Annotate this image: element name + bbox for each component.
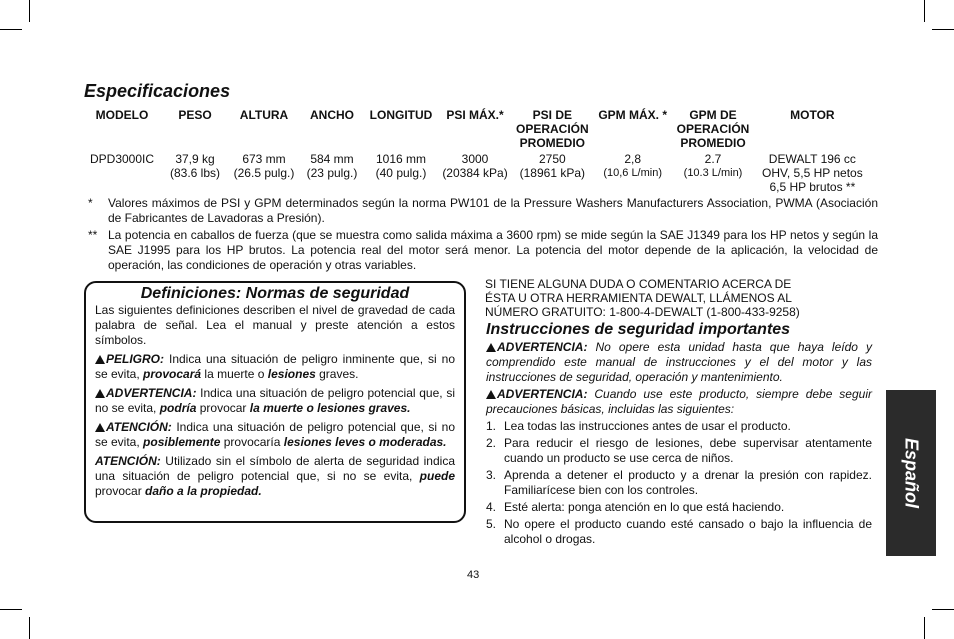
definition-emphasis: puede bbox=[419, 469, 455, 483]
definition-peligro bbox=[95, 352, 455, 382]
crop-mark bbox=[924, 0, 925, 22]
crop-mark bbox=[0, 29, 22, 30]
header-ancho: ANCHO bbox=[310, 108, 354, 122]
definition-emphasis: lesiones bbox=[267, 367, 316, 381]
item-text: Para reducir el riesgo de lesiones, debe supervisar atentamente cuando un producto se use cerca de niños. bbox=[504, 436, 872, 465]
definition-text: provocar bbox=[196, 401, 250, 415]
crop-mark bbox=[924, 617, 925, 639]
definition-emphasis: podría bbox=[159, 401, 197, 415]
spec-table bbox=[82, 108, 871, 194]
item-text: Lea todas las instrucciones antes de usar el producto. bbox=[504, 419, 791, 433]
item-text: Aprenda a detener el producto y a drenar la presión con rapidez. Familiarícese bien con los controles. bbox=[504, 468, 872, 497]
cell-line: 584 mm bbox=[310, 152, 354, 166]
crop-mark bbox=[932, 609, 954, 610]
contact-line: ÉSTA U OTRA HERRAMIENTA DEWALT, LLÁMENOS AL bbox=[485, 291, 792, 305]
signal-word: ADVERTENCIA: bbox=[497, 387, 588, 401]
contact-line: SI TIENE ALGUNA DUDA O COMENTARIO ACERCA DE bbox=[485, 277, 792, 291]
list-item bbox=[486, 436, 872, 466]
definitions-box bbox=[84, 281, 466, 523]
header-altura: ALTURA bbox=[239, 108, 289, 122]
page-number: 43 bbox=[467, 569, 480, 581]
instructions-body bbox=[486, 340, 872, 549]
warning-triangle-icon bbox=[95, 423, 105, 432]
definition-emphasis: lesiones leves o moderadas. bbox=[283, 435, 447, 449]
cell-line: 673 mm bbox=[242, 152, 286, 166]
cell-gpm-max bbox=[593, 152, 673, 194]
cell-line: (23 pulg.) bbox=[306, 166, 358, 180]
item-text: Esté alerta: ponga atención en lo que está haciendo. bbox=[504, 500, 785, 514]
cell-line: 6,5 HP brutos ** bbox=[769, 180, 856, 194]
spec-note bbox=[88, 196, 878, 226]
note-text: La potencia en caballos de fuerza (que se muestra como salida máxima a 3600 rpm) se mide según la SAE J1349 para los HP netos y según la SAE J1995 para los HP brutos. La potencia real del motor será menor. La potencia del motor depende de la aplicación, la velocidad de operación, las condiciones de operación y otras variables. bbox=[108, 228, 878, 272]
list-item bbox=[486, 468, 872, 498]
item-number: 5. bbox=[486, 517, 497, 531]
item-number: 1. bbox=[486, 419, 497, 433]
note-mark: ** bbox=[88, 228, 98, 242]
signal-word: ADVERTENCIA: bbox=[497, 340, 588, 354]
spec-notes bbox=[88, 196, 878, 275]
cell-line: DPD3000IC bbox=[89, 152, 155, 166]
item-number: 2. bbox=[486, 436, 497, 450]
definition-emphasis: la muerte o lesiones graves. bbox=[249, 401, 411, 415]
cell-psi-operacion bbox=[512, 152, 593, 194]
definition-text: graves. bbox=[315, 367, 359, 381]
header-peso: PESO bbox=[178, 108, 212, 122]
definition-text: Utilizado sin el símbolo de alerta de seguridad indica una situación de peligro potencial que, si no se evita, bbox=[95, 454, 455, 483]
signal-word: ADVERTENCIA: bbox=[106, 386, 197, 400]
header-modelo: MODELO bbox=[95, 108, 149, 122]
instructions-list bbox=[486, 419, 872, 547]
cell-line: 2750 bbox=[538, 152, 566, 166]
definition-text: Indica una situación de peligro potencial que, si no se evita, bbox=[95, 420, 455, 449]
cell-line: 3000 bbox=[461, 152, 489, 166]
definition-atencion-alert bbox=[95, 420, 455, 450]
cell-altura bbox=[228, 152, 300, 194]
crop-mark bbox=[29, 0, 30, 22]
warning-triangle-icon bbox=[486, 343, 496, 352]
cell-line: 1016 mm bbox=[375, 152, 427, 166]
cell-line: OHV, 5,5 HP netos bbox=[761, 166, 863, 180]
cell-modelo bbox=[82, 152, 162, 194]
cell-line: (83.6 lbs) bbox=[169, 166, 221, 180]
crop-mark bbox=[29, 617, 30, 639]
item-text: No opere el producto cuando esté cansado o bajo la influencia de alcohol o drogas. bbox=[504, 517, 872, 546]
cell-psi-max bbox=[438, 152, 512, 194]
warning-triangle-icon bbox=[95, 355, 105, 364]
definition-text: Indica una situación de peligro inminente que, si no se evita, bbox=[95, 352, 455, 381]
contact-info bbox=[485, 277, 845, 319]
instructions-warning bbox=[486, 340, 872, 385]
definition-emphasis: provocará bbox=[143, 367, 202, 381]
signal-word: ATENCIÓN: bbox=[106, 420, 172, 434]
spec-data-row bbox=[82, 152, 871, 194]
header-motor: MOTOR bbox=[790, 108, 835, 122]
header-gpm-operacion: GPM DE OPERACIÓN PROMEDIO bbox=[676, 108, 750, 150]
warning-triangle-icon bbox=[486, 390, 496, 399]
item-number: 3. bbox=[486, 468, 497, 482]
definition-emphasis: daño a la propiedad. bbox=[145, 484, 262, 498]
cell-line: (20384 kPa) bbox=[442, 166, 508, 180]
spec-title: Especificaciones bbox=[84, 81, 231, 101]
definition-advertencia bbox=[95, 386, 455, 416]
cell-line: (10.3 L/min) bbox=[683, 167, 743, 179]
language-tab-label: Español bbox=[901, 437, 922, 509]
warning-text: No opere esta unidad hasta que haya leído y comprendido este manual de instrucciones y el del motor y las instrucciones de seguridad, operación y mantenimiento. bbox=[486, 340, 872, 384]
cell-peso bbox=[162, 152, 228, 194]
definition-text: la muerte o bbox=[201, 367, 268, 381]
note-mark: * bbox=[88, 196, 93, 210]
signal-word: PELIGRO: bbox=[106, 352, 165, 366]
header-gpm-max: GPM MÁX. * bbox=[598, 108, 667, 122]
cell-line: 2.7 bbox=[704, 152, 722, 166]
header-psi-max: PSI MÁX.* bbox=[446, 108, 504, 122]
header-psi-operacion: PSI DE OPERACIÓN PROMEDIO bbox=[516, 108, 589, 150]
definition-emphasis: posiblemente bbox=[143, 435, 221, 449]
cell-line: 37,9 kg bbox=[175, 152, 215, 166]
list-item bbox=[486, 500, 872, 515]
definition-text: provocaría bbox=[220, 435, 284, 449]
list-item bbox=[486, 517, 872, 547]
cell-line: (26.5 pulg.) bbox=[233, 166, 295, 180]
crop-mark bbox=[0, 609, 22, 610]
cell-longitud bbox=[364, 152, 438, 194]
header-longitud: LONGITUD bbox=[369, 108, 433, 122]
item-number: 4. bbox=[486, 500, 497, 514]
spec-note bbox=[88, 228, 878, 273]
warning-text: Cuando use este producto, siempre debe seguir precauciones básicas, incluidas las siguientes: bbox=[486, 387, 872, 416]
note-text: Valores máximos de PSI y GPM determinados según la norma PW101 de la Pressure Washers Manufacturers Association, PWMA (Asociación de Fabricantes de Lavadoras a Presión). bbox=[108, 196, 878, 225]
language-tab bbox=[886, 390, 936, 556]
list-item bbox=[486, 419, 872, 434]
cell-line: DEWALT 196 cc bbox=[768, 152, 856, 166]
definitions-title: Definiciones: Normas de seguridad bbox=[140, 285, 410, 302]
definition-atencion bbox=[95, 454, 455, 499]
instructions-title: Instrucciones de seguridad importantes bbox=[486, 321, 791, 338]
cell-gpm-operacion bbox=[673, 152, 754, 194]
cell-line: (10,6 L/min) bbox=[603, 167, 663, 179]
cell-line: (40 pulg.) bbox=[375, 166, 427, 180]
spec-header-row bbox=[82, 108, 871, 152]
crop-mark bbox=[932, 29, 954, 30]
definitions-intro: Las siguientes definiciones describen el nivel de gravedad de cada palabra de señal. Lea el manual y preste atención a estos símbolos. bbox=[95, 303, 455, 347]
signal-word: ATENCIÓN: bbox=[95, 454, 161, 468]
cell-line: (18961 kPa) bbox=[519, 166, 586, 180]
instructions-warning bbox=[486, 387, 872, 417]
warning-triangle-icon bbox=[95, 389, 105, 398]
definition-text: provocar bbox=[95, 484, 146, 498]
cell-ancho bbox=[300, 152, 364, 194]
cell-line: 2,8 bbox=[624, 152, 642, 166]
definition-text: Indica una situación de peligro potencial que, si no se evita, bbox=[95, 386, 455, 415]
contact-line: NÚMERO GRATUITO: 1-800-4-DEWALT (1-800-433-9258) bbox=[485, 305, 800, 319]
cell-motor bbox=[753, 152, 871, 194]
